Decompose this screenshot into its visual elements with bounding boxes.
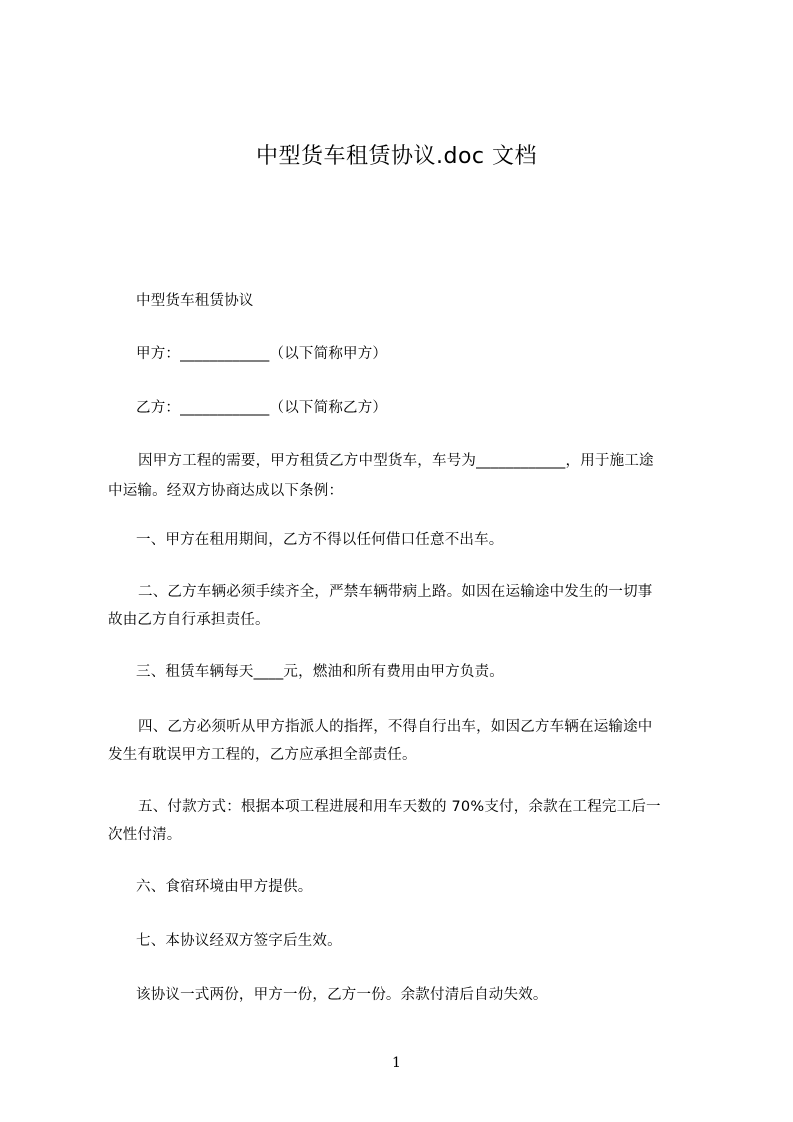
clause-3-text-b: 元，燃油和所有费用由甲方负责。 — [283, 664, 504, 680]
clause-4-line1 — [108, 712, 708, 742]
clause-3-text-a: 三、租赁车辆每天 — [136, 664, 254, 680]
daily-fee-blank: ____ — [253, 664, 284, 680]
intro-paragraph-line1 — [108, 446, 708, 476]
clause-5-line1 — [108, 792, 708, 822]
party-b-blank: ____________ — [180, 400, 270, 416]
clause-1-text: 一、甲方在租用期间，乙方不得以任何借口任意不出车。 — [136, 532, 504, 548]
clause-1 — [108, 525, 708, 555]
party-a-label: 甲方： — [136, 346, 181, 362]
party-a-suffix: （以下简称甲方） — [269, 346, 388, 362]
clause-2-line1 — [108, 577, 708, 607]
party-a-line — [108, 339, 708, 369]
agreement-heading-text: 中型货车租赁协议 — [136, 293, 254, 309]
clause-5-line2: 次性付清。 — [108, 827, 182, 843]
clause-2-line2: 故由乙方自行承担责任。 — [108, 612, 270, 628]
closing-statement — [108, 980, 708, 1010]
party-b-suffix: （以下简称乙方） — [269, 400, 388, 416]
clause-7-text: 七、本协议经双方签字后生效。 — [136, 933, 342, 949]
party-a-blank: ____________ — [180, 346, 270, 362]
agreement-heading — [108, 286, 708, 316]
intro-text-b: ，用于施工途 — [565, 453, 654, 469]
clause-6 — [108, 872, 708, 902]
closing-text: 该协议一式两份，甲方一份，乙方一份。余款付清后自动失效。 — [136, 987, 548, 1003]
clause-4-line2: 发生有耽误甲方工程的，乙方应承担全部责任。 — [108, 747, 417, 763]
page-number: 1 — [392, 1055, 401, 1071]
party-b-label: 乙方： — [136, 400, 181, 416]
document-title: 中型货车租赁协议.doc 文档 — [255, 144, 537, 169]
clause-2-text-1: 二、乙方车辆必须手续齐全，严禁车辆带病上路。如因在运输途中发生的一切事 — [138, 584, 653, 600]
party-b-line — [108, 393, 708, 423]
clause-6-text: 六、食宿环境由甲方提供。 — [136, 879, 313, 895]
clause-5-text-1: 五、付款方式：根据本项工程进展和用车天数的 70%支付，余款在工程完工后一 — [138, 799, 661, 815]
vehicle-number-blank: ____________ — [476, 453, 566, 469]
clause-4-text-1: 四、乙方必须听从甲方指派人的指挥，不得自行出车，如因乙方车辆在运输途中 — [138, 719, 653, 735]
clause-3 — [108, 657, 708, 687]
clause-7 — [108, 926, 708, 956]
intro-text-a: 因甲方工程的需要，甲方租赁乙方中型货车，车号为 — [138, 453, 477, 469]
intro-paragraph-line2: 中运输。经双方协商达成以下条例： — [108, 483, 344, 499]
